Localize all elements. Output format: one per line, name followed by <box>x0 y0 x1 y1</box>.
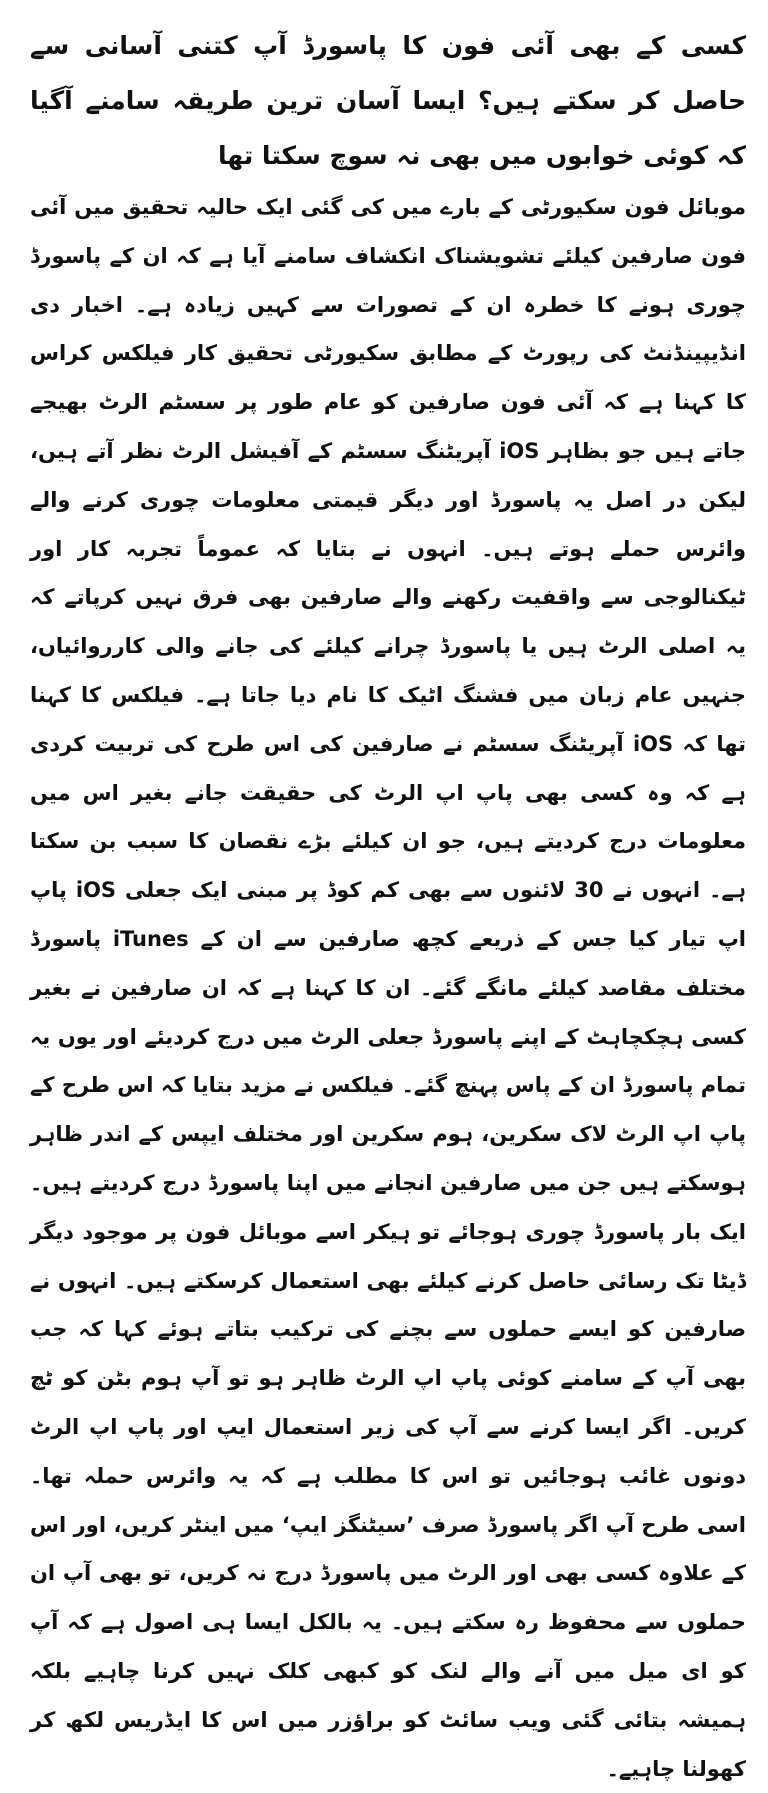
article-body: موبائل فون سکیورٹی کے بارے میں کی گئی ایک حالیہ تحقیق میں آئی فون صارفین کیلئے تشویشناک انکشاف سامنے آیا ہے کہ ان کے پاسورڈ چوری ہونے کا خطرہ ان کے تصورات سے کہیں زیادہ ہے۔ اخبار دی انڈیپینڈنٹ کی رپورٹ کے مطابق سکیورٹی تحقیق کار فیلکس کراس کا کہنا ہے کہ آئی فون صارفین کو عام طور پر سسٹم الرٹ بھیجے جاتے ہیں جو بظاہر iOS آپریٹنگ سسٹم کے آفیشل الرٹ نظر آتے ہیں، لیکن در اصل یہ پاسورڈ اور دیگر قیمتی معلومات چوری کرنے والے وائرس حملے ہوتے ہیں۔ انہوں نے بتایا کہ عموماً تجربہ کار اور ٹیکنالوجی سے واقفیت رکھنے والے صارفین بھی فرق نہیں کرپاتے کہ یہ اصلی الرٹ ہیں یا پاسورڈ چرانے کیلئے کی جانے والی کارروائیاں، جنہیں عام زبان میں فشنگ اٹیک کا نام دیا جاتا ہے۔ فیلکس کا کہنا تھا کہ iOS آپریٹنگ سسٹم نے صارفین کی اس طرح کی تربیت کردی ہے کہ وہ کسی بھی پاپ اپ الرٹ کی حقیقت جانے بغیر اس میں معلومات درج کردیتے ہیں، جو ان کیلئے بڑے نقصان کا سبب بن سکتا ہے۔ انہوں نے 30 لائنوں سے بھی کم کوڈ پر مبنی ایک جعلی iOS پاپ اپ تیار کیا جس کے ذریعے کچھ صارفین سے ان کے iTunes پاسورڈ مختلف مقاصد کیلئے مانگے گئے۔ ان کا کہنا ہے کہ ان صارفین نے بغیر کسی ہچکچاہٹ کے اپنے پاسورڈ جعلی الرٹ میں درج کردیئے اور یوں یہ تمام پاسورڈ ان کے پاس پہنچ گئے۔ فیلکس نے مزید بتایا کہ اس طرح کے پاپ اپ الرٹ لاک سکرین، ہوم سکرین اور مختلف ایپس کے اندر ظاہر ہوسکتے ہیں جن میں صارفین انجانے میں اپنا پاسورڈ درج کردیتے ہیں۔ ایک بار پاسورڈ چوری ہوجائے تو ہیکر اسے موبائل فون پر موجود دیگر ڈیٹا تک رسائی حاصل کرنے کیلئے بھی استعمال کرسکتے ہیں۔ انہوں نے صارفین کو ایسے حملوں سے بچنے کی ترکیب بتاتے ہوئے کہا کہ جب بھی آپ کے سامنے کوئی پاپ اپ الرٹ ظاہر ہو تو آپ ہوم بٹن کو ٹچ کریں۔ اگر ایسا کرنے سے آپ کی زیر استعمال ایپ اور پاپ اپ الرٹ دونوں غائب ہوجائیں تو اس کا مطلب ہے کہ یہ وائرس حملہ تھا۔ اسی طرح آپ اگر پاسورڈ صرف ’سیٹنگز ایپ‘ میں اینٹر کریں، اور اس کے علاوہ کسی بھی اور الرٹ میں پاسورڈ درج نہ کریں، تو بھی آپ ان حملوں سے محفوظ رہ سکتے ہیں۔ یہ بالکل ایسا ہی اصول ہے کہ آپ کو ای میل میں آنے والے لنک کو کبھی کلک نہیں کرنا چاہیے بلکہ ہمیشہ بتائی گئی ویب سائٹ کو براؤزر میں اس کا ایڈریس لکھ کر کھولنا چاہیے۔ <box>30 195 747 1781</box>
article-headline: کسی کے بھی آئی فون کا پاسورڈ آپ کتنی آسانی سے حاصل کر سکتے ہیں؟ ایسا آسان ترین طریقہ سامنے آگیا کہ کوئی خوابوں میں بھی نہ سوچ سکتا تھا <box>30 31 746 170</box>
article <box>30 18 747 1781</box>
